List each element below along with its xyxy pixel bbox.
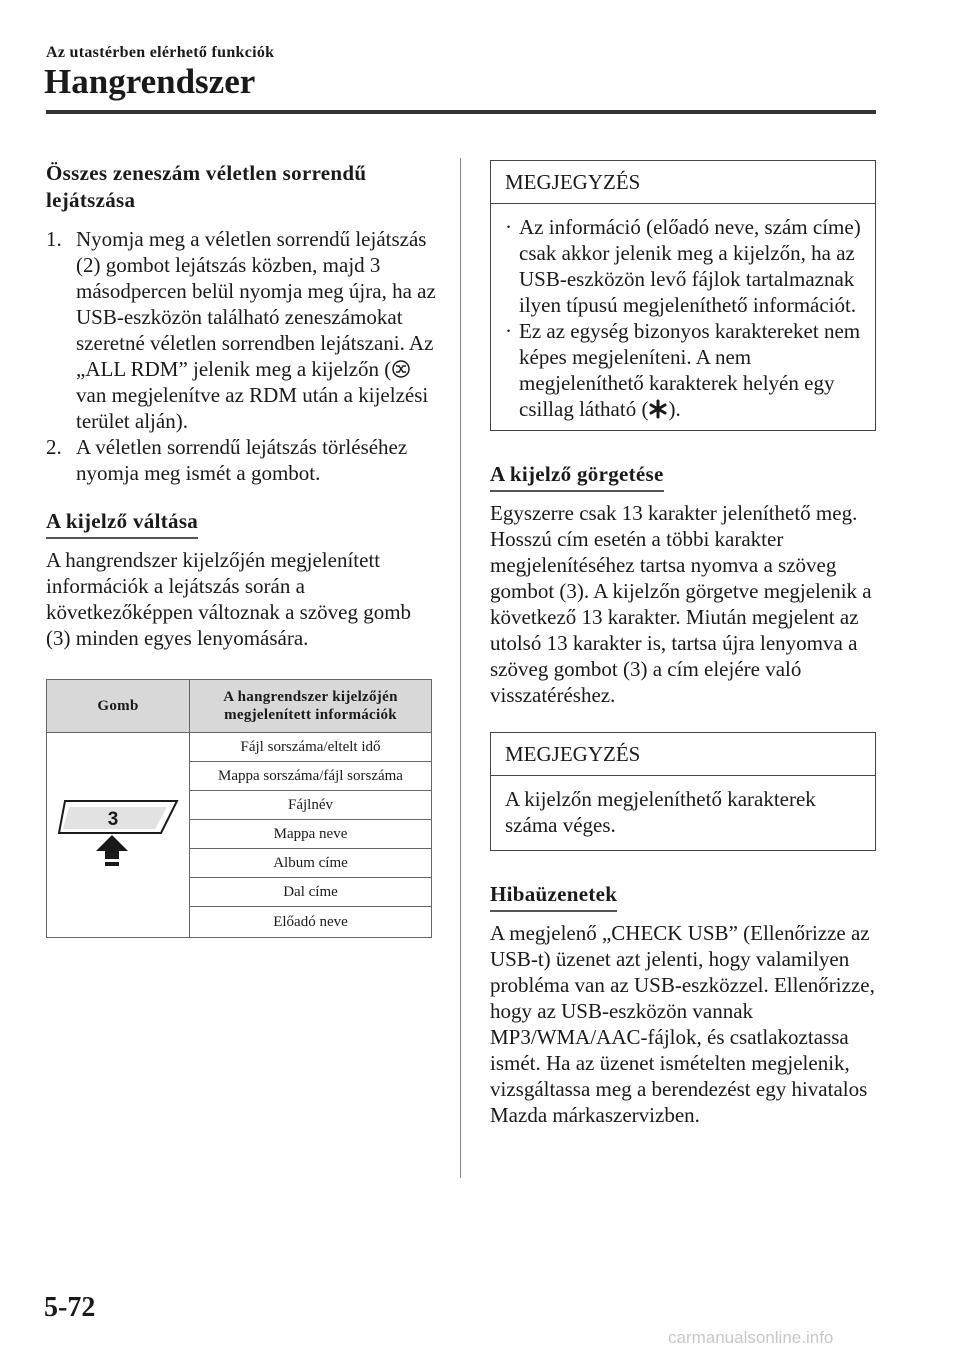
step-2 xyxy=(46,434,438,486)
watermark: carmanualsonline.info xyxy=(668,1328,834,1347)
note-heading: MEGJEGYZÉS xyxy=(491,161,875,204)
note-body xyxy=(491,204,875,430)
display-text: A hangrendszer kijelzőjén megjelenített információk a lejátszás során a következőképpen változnak a szöveg gomb (3) minden egyes lenyomására. xyxy=(46,548,412,650)
note-heading: MEGJEGYZÉS xyxy=(491,733,875,776)
table-cell: Dal címe xyxy=(190,878,432,907)
page-number: 5-72 xyxy=(44,1292,96,1323)
table-header-info: A hangrendszer kijelzőjén megjelenített információk xyxy=(190,680,432,733)
table-cell: Fájlnév xyxy=(190,791,432,820)
error-text: A megjelenő „CHECK USB” (Ellenőrizze az USB-t) üzenet azt jelenti, hogy valamilyen probléma van az USB-eszközzel. Ellenőrizze, hogy az USB-eszközön vannak MP3/WMA/AAC-fájlok, és csatlakoztassa ismét. Ha az üzenet ismételten megjelenik, vizsgáltassa meg a berendezést egy hivatalos Mazda márkaszervizben. xyxy=(490,921,875,1127)
bullet-text-a: Ez az egység bizonyos karaktereket nem képes megjeleníteni. A nem megjeleníthető karakterek helyén egy csillag látható ( xyxy=(519,319,861,421)
error-section-title: Hibaüzenetek xyxy=(490,881,617,912)
breadcrumb: Az utastérben elérhető funkciók xyxy=(46,44,275,61)
shuffle-title-line2: lejátszása xyxy=(46,188,136,212)
shuffle-section-title xyxy=(46,160,438,214)
bullet-dot: · xyxy=(505,319,512,343)
page-title: Hangrendszer xyxy=(44,62,256,101)
bullet-text-tail: ). xyxy=(668,397,681,421)
step-text: A véletlen sorrendű lejátszás törléséhez nyomja meg ismét a gombot. xyxy=(76,435,408,485)
step-1 xyxy=(46,226,438,434)
step-text-b: van megjelenítve az RDM után a kijelzési terület alján). xyxy=(76,383,429,433)
table-cell: Előadó neve xyxy=(190,907,432,938)
button-label: 3 xyxy=(107,808,119,830)
right-column xyxy=(490,160,876,1128)
button-cell xyxy=(47,733,190,938)
column-divider xyxy=(460,158,461,1178)
text-button-icon xyxy=(53,791,183,871)
table-cell: Mappa neve xyxy=(190,820,432,849)
step-text-a: Nyomja meg a véletlen sorrendű lejátszás (2) gombot lejátszás közben, majd 3 másodpercen belül nyomja meg újra, ha az USB-eszközön található zeneszámokat szeretné véletlen sorrendben lejátszani. Az „ALL RDM” jelenik meg a kijelzőn ( xyxy=(76,227,436,381)
shuffle-icon xyxy=(392,359,410,379)
scroll-section-title: A kijelző görgetése xyxy=(490,461,664,492)
table-header-button: Gomb xyxy=(47,680,190,733)
bullet-text xyxy=(519,318,861,422)
step-text xyxy=(76,226,438,434)
note-body: A kijelzőn megjeleníthető karakterek száma véges. xyxy=(505,787,816,837)
note-box xyxy=(490,160,876,431)
note-bullet xyxy=(505,318,861,422)
display-section-title: A kijelző váltása xyxy=(46,508,198,539)
table-cell: Mappa sorszáma/fájl sorszáma xyxy=(190,762,432,791)
scroll-text: Egyszerre csak 13 karakter jeleníthető meg. Hosszú cím esetén a többi karakter megjelenítéséhez tartsa nyomva a szöveg gombot (3). A kijelzőn görgetve megjelenik a következő 13 karakter. Miután megjelent az utolsó 13 karakter is, tartsa újra lenyomva a szöveg gombot (3) a cím elejére való visszatéréshez. xyxy=(490,501,872,707)
display-info-table xyxy=(46,679,432,938)
note-box xyxy=(490,732,876,851)
bullet-dot: · xyxy=(505,215,512,239)
left-column xyxy=(46,160,438,938)
table-cell: Fájl sorszáma/eltelt idő xyxy=(190,733,432,762)
asterisk-icon xyxy=(649,399,667,419)
note-bullet xyxy=(505,214,861,318)
bullet-text: Az információ (előadó neve, szám címe) csak akkor jelenik meg a kijelzőn, ha az USB-eszközön levő fájlok tartalmaznak ilyen típusú megjeleníthető információt. xyxy=(519,215,861,317)
title-rule xyxy=(46,110,876,114)
table-cell: Album címe xyxy=(190,849,432,878)
step-number: 1. xyxy=(46,227,62,251)
shuffle-title-line1: Összes zeneszám véletlen sorrendű xyxy=(46,161,367,185)
step-number: 2. xyxy=(46,435,62,459)
